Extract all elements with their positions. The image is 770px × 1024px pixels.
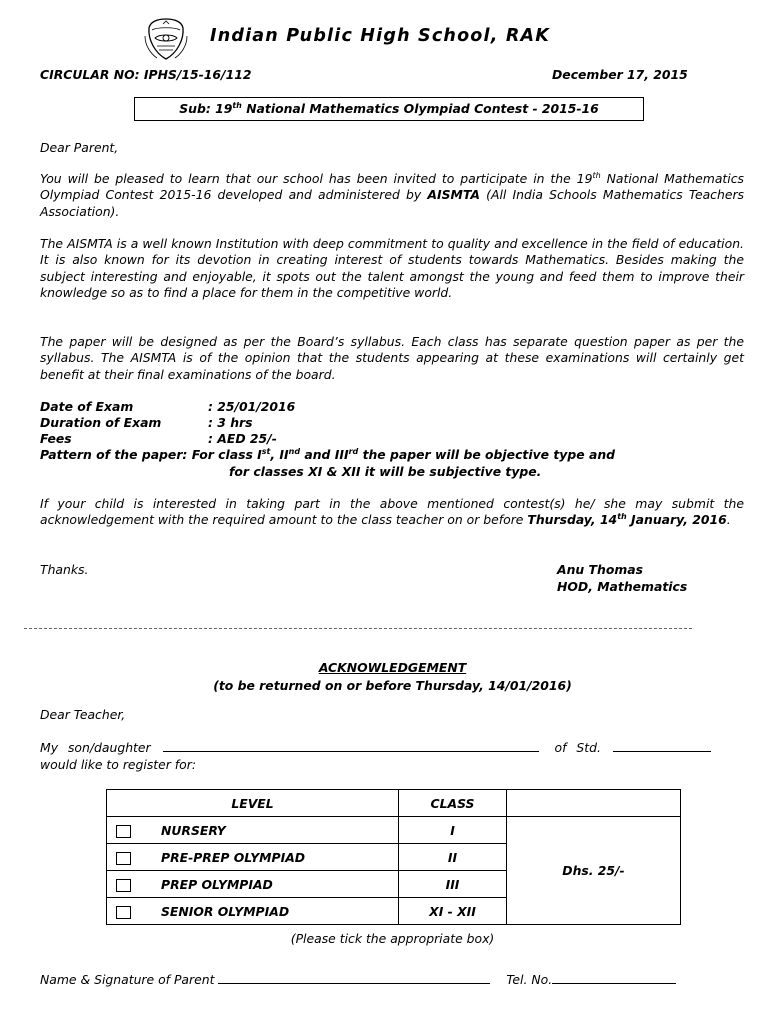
duration-value: : 3 hrs [208,415,253,430]
ack-line-1 [40,740,744,755]
table-row [107,817,681,844]
pattern-text-b: , II [270,447,289,462]
fees-label: Fees [40,431,72,446]
paragraph-1 [40,171,744,220]
class-cell: III [399,871,507,898]
signatory-name: Anu Thomas [557,562,643,577]
pattern-text-d: the paper will be objective type and [358,447,616,462]
pattern-text-a: For class I [187,447,262,462]
pattern-sup-2: nd [288,446,301,456]
pattern-label: Pattern of the paper: [40,447,188,462]
ack-heading [0,659,770,695]
ack-greeting: Dear Teacher, [40,707,126,722]
class-cell: II [399,844,507,871]
level-cell [107,817,399,844]
pre-prep-checkbox[interactable] [116,852,131,865]
paragraph-4 [40,496,744,529]
tel-field[interactable] [552,983,676,984]
ack-subtitle: (to be returned on or before Thursday, 14/01/2016) [213,678,572,693]
pattern-sup-3: rd [348,446,359,456]
parent-signature-label: Name & Signature of Parent [40,972,215,987]
student-name-field[interactable] [163,751,539,752]
greeting: Dear Parent, [40,140,119,155]
level-label: PREP OLYMPIAD [161,876,273,892]
p1-text-3: (All India Schools Mathematics Teachers Association). [40,187,744,219]
parent-signature-line [40,972,676,987]
exam-date-value: : 25/01/2016 [208,399,296,414]
p1-text: You will be pleased to learn that our school has been invited to participate in the 19 [40,171,593,186]
pattern-sup-1: st [261,446,271,456]
paragraph-3: The paper will be designed as per the Board’s syllabus. Each class has separate question paper as per the syllabus. The AISMTA is of the opinion that the students appearing at these examinations will certainly get benefit at their final examinations of the board. [40,334,744,382]
fees-value: : AED 25/- [208,431,277,446]
ack-title: ACKNOWLEDGEMENT [318,660,467,675]
p4-text: If your child is interested in taking part in the above mentioned contest(s) he/ she may submit the acknowledgement with the required amount to the class teacher on or before [40,496,744,528]
cut-line [24,628,692,629]
level-cell [107,844,399,871]
fee-header [507,790,681,817]
ack-line-2: would like to register for: [40,757,197,772]
signatory [557,562,687,595]
p1-text-2: National Mathematics Olympiad Contest 2015-16 developed and administered by [40,171,744,203]
level-header: LEVEL [107,790,399,817]
son-daughter-label: My son/daughter [40,740,151,755]
nursery-checkbox[interactable] [116,825,131,838]
signatory-title: HOD, Mathematics [557,578,688,594]
subject-superscript: th [232,100,242,110]
class-header: CLASS [399,790,507,817]
exam-details [40,399,295,447]
fee-cell: Dhs. 25/- [507,817,681,925]
prep-checkbox[interactable] [116,879,131,892]
level-label: PRE-PREP OLYMPIAD [161,849,306,865]
std-label: of Std. [554,740,601,755]
p4-deadline: Thursday, 14 [527,512,618,528]
thanks: Thanks. [40,562,89,577]
class-cell: XI - XII [399,898,507,925]
level-cell [107,871,399,898]
p1-sup: th [592,170,601,180]
subject-text: Sub: 19 [179,101,233,116]
p4-end: . [726,512,731,528]
level-label: NURSERY [161,822,226,838]
std-field[interactable] [613,751,711,752]
pattern-line [40,447,744,464]
school-crest-icon [143,16,189,62]
level-cell [107,898,399,925]
duration-label: Duration of Exam [40,415,162,430]
aismta-bold: AISMTA [427,187,480,203]
senior-checkbox[interactable] [116,906,131,919]
table-header-row [107,790,681,817]
tick-note: (Please tick the appropriate box) [290,931,495,946]
pattern-text-c: and III [300,447,349,462]
exam-date-label: Date of Exam [40,399,134,414]
level-label: SENIOR OLYMPIAD [161,903,290,919]
subject-text-rest: National Mathematics Olympiad Contest - 2015-16 [241,101,599,116]
circular-number: CIRCULAR NO: IPHS/15-16/112 [40,67,252,82]
p4-sup: th [617,512,627,522]
class-cell: I [399,817,507,844]
school-name: Indian Public High School, RAK [210,26,551,46]
tel-label: Tel. No. [506,972,553,987]
circular-date: December 17, 2015 [552,67,688,82]
paragraph-2: The AISMTA is a well known Institution with deep commitment to quality and excellence in the field of education. It is also known for its devotion in creating interest of students towards Mathematics. Besides making the subject interesting and enjoyable, it spots out the talent amongst the young and feed them to improve their knowledge so as to find a place for them in the competitive world. [40,236,744,300]
parent-signature-field[interactable] [218,983,490,984]
pattern-line-2: for classes XI & XII it will be subjective type. [229,464,542,479]
p4-deadline-2: January, 2016 [626,512,727,528]
subject-box [134,97,644,121]
registration-table [106,789,681,925]
